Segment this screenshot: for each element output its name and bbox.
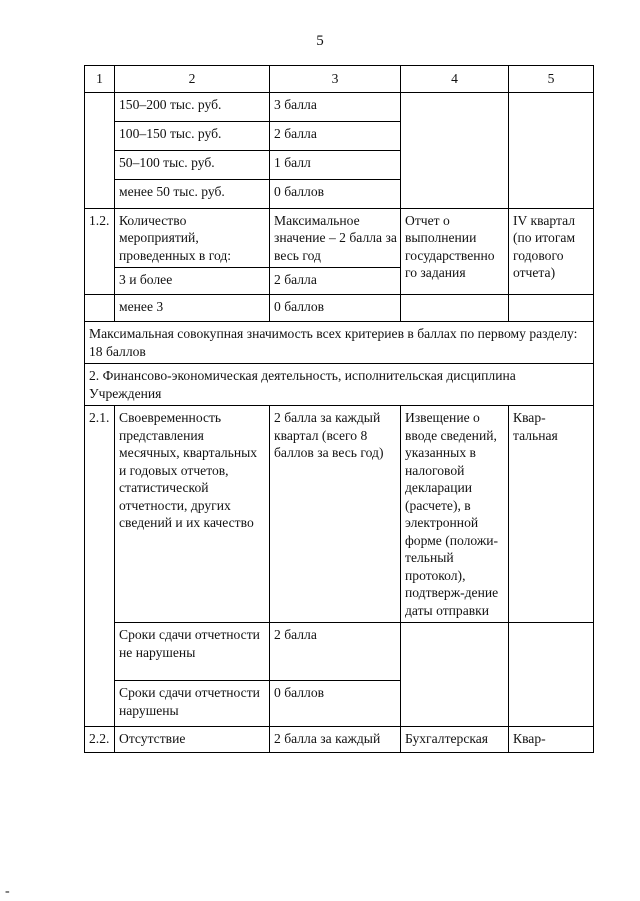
criteria-table	[84, 65, 594, 753]
section-title-row	[85, 364, 594, 406]
criterion-score: 0 баллов	[270, 295, 401, 322]
header-cell: 5	[509, 66, 594, 93]
header-cell: 2	[115, 66, 270, 93]
empty-cell	[509, 295, 594, 322]
section-title: 2. Финансово-экономическая деятельность, исполнительская дисциплина Учреждения	[85, 364, 594, 406]
criterion-source: Извещение о вводе сведений, указанных в налоговой декларации (расчете), в электронной форме (положи-тельный протокол), подтверж-дение даты отправки	[401, 406, 509, 623]
criterion-label: Сроки сдачи отчетности нарушены	[115, 681, 270, 727]
table-row	[85, 406, 594, 623]
criterion-score: 0 баллов	[270, 179, 401, 208]
footer-mark: -	[5, 884, 10, 899]
criterion-score: 2 балла за каждый квартал (всего 8 баллов за весь год)	[270, 406, 401, 623]
criterion-period: IV квартал (по итогам годового отчета)	[509, 208, 594, 295]
criterion-score: 3 балла	[270, 92, 401, 121]
criterion-score: 1 балл	[270, 150, 401, 179]
criterion-score: 2 балла за каждый	[270, 727, 401, 753]
criterion-name: Отсутствие	[115, 727, 270, 753]
criterion-score: 2 балла	[270, 121, 401, 150]
empty-cell	[509, 92, 594, 208]
empty-cell	[401, 623, 509, 727]
criterion-period: Квар-тальная	[509, 406, 594, 623]
criterion-source: Отчет о выполнении государственно го задания	[401, 208, 509, 295]
criterion-label: 100–150 тыс. руб.	[115, 121, 270, 150]
item-number: 2.1.	[85, 406, 115, 727]
criterion-period: Квар-	[509, 727, 594, 753]
criterion-score: 0 баллов	[270, 681, 401, 727]
header-cell: 4	[401, 66, 509, 93]
criterion-label: 50–100 тыс. руб.	[115, 150, 270, 179]
item-number: 2.2.	[85, 727, 115, 753]
table-row	[85, 727, 594, 753]
criterion-score: 2 балла	[270, 623, 401, 681]
criterion-score: Максимальное значение – 2 балла за весь год	[270, 208, 401, 268]
criterion-name: Количество мероприятий, проведенных в год:	[115, 208, 270, 268]
page-number: 5	[316, 33, 324, 49]
empty-cell	[85, 295, 115, 322]
criterion-label: 3 и более	[115, 268, 270, 295]
empty-cell	[401, 92, 509, 208]
empty-cell	[401, 295, 509, 322]
table-row	[85, 295, 594, 322]
table-row	[85, 623, 594, 681]
table-row	[85, 92, 594, 121]
criterion-source: Бухгалтерская	[401, 727, 509, 753]
table-row	[85, 208, 594, 268]
header-row	[85, 66, 594, 93]
criterion-label: менее 3	[115, 295, 270, 322]
empty-cell	[85, 92, 115, 208]
criterion-label: Сроки сдачи отчетности не нарушены	[115, 623, 270, 681]
empty-cell	[509, 623, 594, 727]
criterion-score: 2 балла	[270, 268, 401, 295]
criterion-label: менее 50 тыс. руб.	[115, 179, 270, 208]
item-number: 1.2.	[85, 208, 115, 295]
header-cell: 3	[270, 66, 401, 93]
section-total: Максимальная совокупная значимость всех критериев в баллах по первому разделу: 18 баллов	[85, 322, 594, 364]
header-cell: 1	[85, 66, 115, 93]
criterion-name: Своевременность представления месячных, квартальных и годовых отчетов, статистической отчетности, других сведений и их качество	[115, 406, 270, 623]
criterion-label: 150–200 тыс. руб.	[115, 92, 270, 121]
section-total-row	[85, 322, 594, 364]
